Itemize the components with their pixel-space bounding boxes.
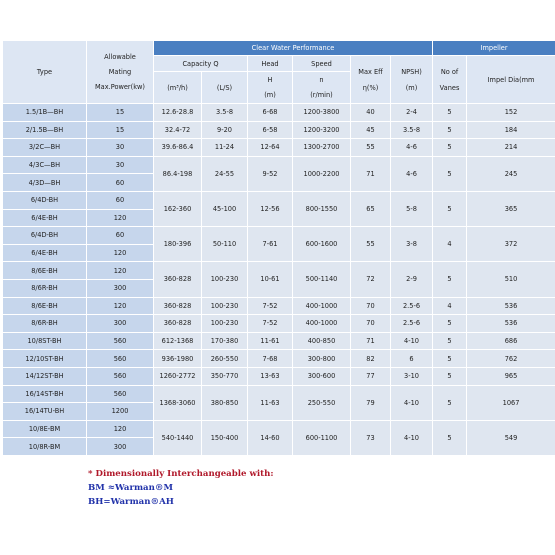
type-cell: 16/14TU-BH	[3, 403, 87, 421]
capacity-ls-cell: 100-230	[202, 315, 248, 333]
max-eff-cell: 82	[351, 350, 391, 368]
head-cell: 7-52	[248, 297, 293, 315]
capacity-m3h-cell: 936-1980	[154, 350, 202, 368]
type-cell: 8/6E-BH	[3, 262, 87, 280]
impel-dia-cell: 762	[467, 350, 555, 368]
capacity-ls-cell: 380-850	[202, 385, 248, 420]
type-cell: 8/6R-BH	[3, 279, 87, 297]
max-eff-cell: 40	[351, 104, 391, 122]
table-row	[3, 385, 555, 403]
speed-cell: 600-1100	[293, 420, 351, 455]
npsh-cell: 2.5-6	[391, 315, 433, 333]
head-header: Head	[248, 56, 293, 72]
impel-dia-cell: 686	[467, 332, 555, 350]
type-cell: 10/8R-BM	[3, 438, 87, 456]
npsh-header	[391, 56, 433, 104]
table-row	[3, 367, 555, 385]
head-cell: 11-63	[248, 385, 293, 420]
speed-cell: 800-1550	[293, 191, 351, 226]
head-cell: 7-68	[248, 350, 293, 368]
vanes-cell: 5	[433, 104, 467, 122]
capacity-ls-cell: 11-24	[202, 139, 248, 157]
table-row	[3, 262, 555, 280]
type-cell: 14/12ST-BH	[3, 367, 87, 385]
table-row	[3, 297, 555, 315]
speed-cell: 1200-3200	[293, 121, 351, 139]
vanes-cell: 4	[433, 227, 467, 262]
max-eff-cell: 71	[351, 332, 391, 350]
power-cell: 60	[87, 174, 154, 192]
top-border	[0, 0, 555, 2]
power-cell: 30	[87, 156, 154, 174]
impel-dia-cell: 536	[467, 315, 555, 333]
capacity-ls-cell: 3.5-8	[202, 104, 248, 122]
type-cell: 8/6R-BH	[3, 315, 87, 333]
head-cell: 7-61	[248, 227, 293, 262]
type-cell: 1.5/1B—BH	[3, 104, 87, 122]
capacity-m3h-cell: 360-828	[154, 297, 202, 315]
allowable-label: Allowable	[104, 52, 136, 61]
capacity-ls-cell: 170-380	[202, 332, 248, 350]
vanes-header	[433, 56, 467, 104]
max-eff-cell: 55	[351, 139, 391, 157]
max-eff-header	[351, 56, 391, 104]
eff-unit-label: η(%)	[362, 83, 379, 92]
type-cell: 16/14ST-BH	[3, 385, 87, 403]
speed-cell: 300-600	[293, 367, 351, 385]
head-cell: 12-64	[248, 139, 293, 157]
vanes-cell: 5	[433, 420, 467, 455]
bm-warman-note: BM ≈Warman®M	[88, 483, 173, 493]
npsh-cell: 6	[391, 350, 433, 368]
capacity-ls-cell: 260-550	[202, 350, 248, 368]
power-cell: 560	[87, 385, 154, 403]
vanes-label: Vanes	[439, 83, 460, 92]
impel-dia-cell: 536	[467, 297, 555, 315]
impel-dia-header: Impel Dia(mm	[467, 56, 555, 104]
type-cell: 3/2C—BH	[3, 139, 87, 157]
max-eff-cell: 55	[351, 227, 391, 262]
type-cell: 10/8E-BM	[3, 420, 87, 438]
speed-header: Speed	[293, 56, 351, 72]
no-of-label: No of	[440, 67, 459, 76]
impel-dia-cell: 372	[467, 227, 555, 262]
npsh-unit-label: (m)	[405, 83, 418, 92]
capacity-ls-cell: 9-20	[202, 121, 248, 139]
table-body	[3, 104, 555, 456]
impel-dia-cell: 152	[467, 104, 555, 122]
type-cell: 6/4E-BH	[3, 244, 87, 262]
power-cell: 60	[87, 227, 154, 245]
npsh-cell: 3-8	[391, 227, 433, 262]
power-cell: 120	[87, 420, 154, 438]
table-row	[3, 139, 555, 157]
head-cell: 7-52	[248, 315, 293, 333]
npsh-label: NPSH)	[401, 67, 422, 76]
capacity-m3h-cell: 32.4-72	[154, 121, 202, 139]
power-cell: 30	[87, 139, 154, 157]
table-row	[3, 104, 555, 122]
head-cell: 13-63	[248, 367, 293, 385]
vanes-cell: 5	[433, 332, 467, 350]
power-cell: 120	[87, 244, 154, 262]
npsh-cell: 2-4	[391, 104, 433, 122]
power-cell: 300	[87, 438, 154, 456]
head-cell: 11-61	[248, 332, 293, 350]
capacity-ls-cell: 50-110	[202, 227, 248, 262]
npsh-cell: 5-8	[391, 191, 433, 226]
head-unit	[248, 72, 293, 104]
npsh-cell: 4-10	[391, 420, 433, 455]
capacity-m3h-cell: 612-1368	[154, 332, 202, 350]
power-cell: 300	[87, 315, 154, 333]
footnotes	[88, 467, 274, 509]
vanes-cell: 5	[433, 385, 467, 420]
header-row-1	[3, 41, 555, 56]
speed-cell: 600-1600	[293, 227, 351, 262]
capacity-ls-cell: 100-230	[202, 262, 248, 297]
speed-cell: 1300-2700	[293, 139, 351, 157]
speed-cell: 400-1000	[293, 297, 351, 315]
max-eff-cell: 65	[351, 191, 391, 226]
impel-dia-cell: 214	[467, 139, 555, 157]
power-cell: 120	[87, 209, 154, 227]
table-row	[3, 332, 555, 350]
capacity-m3h-cell: 86.4-198	[154, 156, 202, 191]
spec-table-container	[2, 40, 555, 456]
col-header-power	[87, 41, 154, 104]
npsh-cell: 4-10	[391, 385, 433, 420]
capacity-ls-cell: 100-230	[202, 297, 248, 315]
capacity-ls-cell: 350-770	[202, 367, 248, 385]
vanes-cell: 5	[433, 315, 467, 333]
npsh-cell: 4-10	[391, 332, 433, 350]
speed-cell: 400-850	[293, 332, 351, 350]
pump-spec-table	[2, 40, 555, 456]
power-cell: 15	[87, 121, 154, 139]
capacity-header: Capacity Q	[154, 56, 248, 72]
capacity-m3h-cell: 360-828	[154, 262, 202, 297]
power-cell: 120	[87, 297, 154, 315]
impeller-header: Impeller	[433, 41, 555, 56]
vanes-cell: 5	[433, 139, 467, 157]
capacity-m3h-cell: 39.6-86.4	[154, 139, 202, 157]
table-row	[3, 156, 555, 174]
capacity-m3h-cell: 180-396	[154, 227, 202, 262]
power-cell: 560	[87, 332, 154, 350]
max-eff-cell: 70	[351, 315, 391, 333]
impel-dia-cell: 965	[467, 367, 555, 385]
max-power-label: Max.Power(kw)	[94, 82, 146, 91]
capacity-ls-cell: 24-55	[202, 156, 248, 191]
npsh-cell: 2.5-6	[391, 297, 433, 315]
capacity-ls-cell: 45-100	[202, 191, 248, 226]
impel-dia-cell: 549	[467, 420, 555, 455]
power-cell: 60	[87, 191, 154, 209]
speed-cell: 1000-2200	[293, 156, 351, 191]
table-row	[3, 420, 555, 438]
max-eff-cell: 45	[351, 121, 391, 139]
speed-cell: 250-550	[293, 385, 351, 420]
vanes-cell: 5	[433, 191, 467, 226]
max-eff-cell: 73	[351, 420, 391, 455]
vanes-cell: 5	[433, 350, 467, 368]
cap-ls-unit: (L/S)	[202, 72, 248, 104]
type-cell: 10/8ST-BH	[3, 332, 87, 350]
speed-cell: 500-1140	[293, 262, 351, 297]
vanes-cell: 4	[433, 297, 467, 315]
head-cell: 14-60	[248, 420, 293, 455]
speed-cell: 300-800	[293, 350, 351, 368]
impel-dia-cell: 510	[467, 262, 555, 297]
power-cell: 300	[87, 279, 154, 297]
bh-warman-note: BH=Warman®AH	[88, 497, 174, 507]
impel-dia-cell: 184	[467, 121, 555, 139]
head-cell: 12-56	[248, 191, 293, 226]
table-row	[3, 350, 555, 368]
impel-dia-cell: 365	[467, 191, 555, 226]
head-cell: 6-58	[248, 121, 293, 139]
type-cell: 4/3C—BH	[3, 156, 87, 174]
table-row	[3, 315, 555, 333]
type-cell: 6/4D-BH	[3, 227, 87, 245]
max-eff-cell: 71	[351, 156, 391, 191]
head-cell: 9-52	[248, 156, 293, 191]
vanes-cell: 5	[433, 121, 467, 139]
max-eff-label: Max Eff	[358, 67, 383, 76]
capacity-m3h-cell: 162-360	[154, 191, 202, 226]
head-m-label: (m)	[264, 90, 276, 99]
table-row	[3, 191, 555, 209]
max-eff-cell: 79	[351, 385, 391, 420]
npsh-cell: 2-9	[391, 262, 433, 297]
npsh-cell: 4-6	[391, 139, 433, 157]
max-eff-cell: 72	[351, 262, 391, 297]
power-cell: 560	[87, 367, 154, 385]
power-cell: 120	[87, 262, 154, 280]
type-cell: 8/6E-BH	[3, 297, 87, 315]
capacity-m3h-cell: 1368-3060	[154, 385, 202, 420]
type-cell: 12/10ST-BH	[3, 350, 87, 368]
max-eff-cell: 77	[351, 367, 391, 385]
clear-water-performance-header: Clear Water Performance	[154, 41, 433, 56]
vanes-cell: 5	[433, 156, 467, 191]
col-header-type: Type	[3, 41, 87, 104]
npsh-cell: 3-10	[391, 367, 433, 385]
max-eff-cell: 70	[351, 297, 391, 315]
capacity-m3h-cell: 1260-2772	[154, 367, 202, 385]
interchangeable-note: * Dimensionally Interchangeable with:	[88, 469, 274, 479]
table-row	[3, 121, 555, 139]
type-cell: 6/4E-BH	[3, 209, 87, 227]
speed-n-label: n	[319, 75, 324, 84]
impel-dia-cell: 245	[467, 156, 555, 191]
type-cell: 6/4D-BH	[3, 191, 87, 209]
capacity-m3h-cell: 540-1440	[154, 420, 202, 455]
vanes-cell: 5	[433, 262, 467, 297]
type-cell: 4/3D—BH	[3, 174, 87, 192]
head-cell: 6-68	[248, 104, 293, 122]
power-cell: 15	[87, 104, 154, 122]
type-cell: 2/1.5B—BH	[3, 121, 87, 139]
speed-rmin-label: (r/min)	[310, 90, 333, 99]
capacity-m3h-cell: 12.6-28.8	[154, 104, 202, 122]
speed-cell: 1200-3800	[293, 104, 351, 122]
vanes-cell: 5	[433, 367, 467, 385]
head-h-label: H	[267, 75, 273, 84]
speed-unit	[293, 72, 351, 104]
head-cell: 10-61	[248, 262, 293, 297]
capacity-ls-cell: 150-400	[202, 420, 248, 455]
capacity-m3h-cell: 360-828	[154, 315, 202, 333]
table-row	[3, 227, 555, 245]
power-cell: 560	[87, 350, 154, 368]
power-cell: 1200	[87, 403, 154, 421]
npsh-cell: 4-6	[391, 156, 433, 191]
cap-m3h-unit: (m³/h)	[154, 72, 202, 104]
mating-label: Mating	[108, 67, 132, 76]
impel-dia-cell: 1067	[467, 385, 555, 420]
npsh-cell: 3.5-8	[391, 121, 433, 139]
speed-cell: 400-1000	[293, 315, 351, 333]
